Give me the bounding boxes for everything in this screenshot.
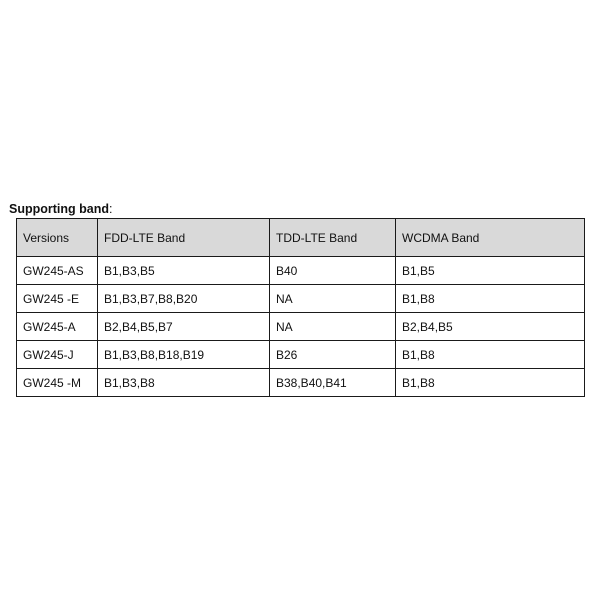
- table-header-row: [17, 219, 585, 257]
- section-title-text: Supporting band: [9, 202, 109, 216]
- cell-wcdma: B1,B8: [396, 369, 585, 397]
- section-title: [9, 201, 112, 217]
- cell-fdd-lte: B1,B3,B5: [98, 257, 270, 285]
- cell-wcdma: B1,B8: [396, 285, 585, 313]
- cell-version: GW245 -E: [17, 285, 98, 313]
- cell-fdd-lte: B1,B3,B8,B18,B19: [98, 341, 270, 369]
- table-row: [17, 313, 585, 341]
- cell-tdd-lte: B40: [270, 257, 396, 285]
- table-row: [17, 257, 585, 285]
- cell-tdd-lte: B38,B40,B41: [270, 369, 396, 397]
- cell-wcdma: B1,B5: [396, 257, 585, 285]
- supporting-band-table: [16, 218, 585, 397]
- table-row: [17, 369, 585, 397]
- cell-wcdma: B1,B8: [396, 341, 585, 369]
- cell-tdd-lte: B26: [270, 341, 396, 369]
- header-versions: Versions: [17, 219, 98, 257]
- cell-fdd-lte: B1,B3,B7,B8,B20: [98, 285, 270, 313]
- cell-version: GW245 -M: [17, 369, 98, 397]
- header-tdd-lte-band: TDD-LTE Band: [270, 219, 396, 257]
- cell-version: GW245-A: [17, 313, 98, 341]
- table-row: [17, 285, 585, 313]
- cell-fdd-lte: B1,B3,B8: [98, 369, 270, 397]
- cell-fdd-lte: B2,B4,B5,B7: [98, 313, 270, 341]
- cell-tdd-lte: NA: [270, 285, 396, 313]
- cell-tdd-lte: NA: [270, 313, 396, 341]
- cell-version: GW245-J: [17, 341, 98, 369]
- header-fdd-lte-band: FDD-LTE Band: [98, 219, 270, 257]
- header-wcdma-band: WCDMA Band: [396, 219, 585, 257]
- table-row: [17, 341, 585, 369]
- cell-version: GW245-AS: [17, 257, 98, 285]
- section-title-colon: :: [108, 202, 113, 216]
- cell-wcdma: B2,B4,B5: [396, 313, 585, 341]
